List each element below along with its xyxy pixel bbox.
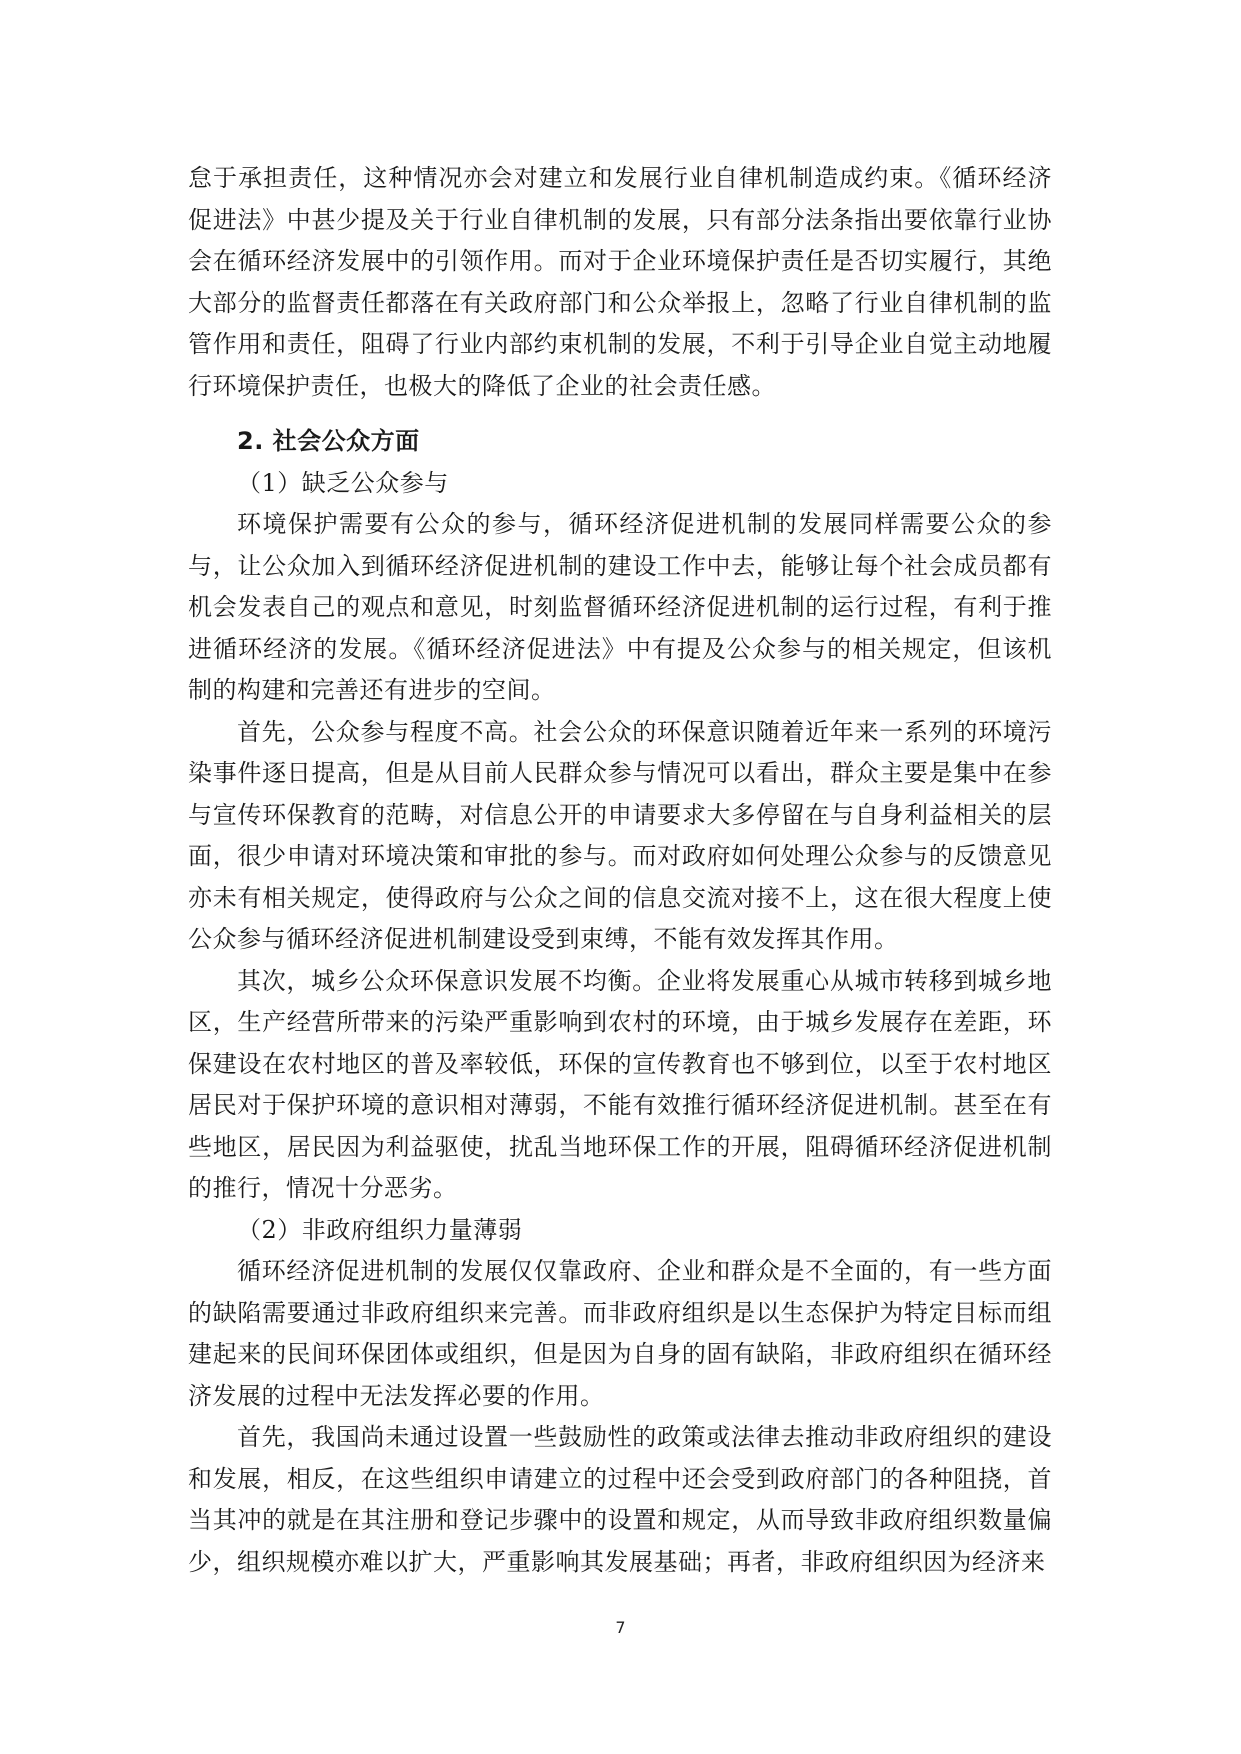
- paragraph-3: 首先，公众参与程度不高。社会公众的环保意识随着近年来一系列的环境污染事件逐日提高，但是从目前人民群众参与情况可以看出，群众主要是集中在参与宣传环保教育的范畴，对信息公开的申请要求大多停留在与自身利益相关的层面，很少申请对环境决策和审批的参与。而对政府如何处理公众参与的反馈意见亦未有相关规定，使得政府与公众之间的信息交流对接不上，这在很大程度上使公众参与循环经济促进机制建设受到束缚，不能有效发挥其作用。: [188, 717, 1052, 953]
- paragraph-5: 循环经济促进机制的发展仅仅靠政府、企业和群众是不全面的，有一些方面的缺陷需要通过非政府组织来完善。而非政府组织是以生态保护为特定目标而组建起来的民间环保团体或组织，但是因为自身的固有缺陷，非政府组织在循环经济发展的过程中无法发挥必要的作用。: [188, 1257, 1052, 1410]
- paragraph-2: 环境保护需要有公众的参与，循环经济促进机制的发展同样需要公众的参与，让公众加入到循环经济促进机制的建设工作中去，能够让每个社会成员都有机会发表自己的观点和意见，时刻监督循环经济促进机制的运行过程，有利于推进循环经济的发展。《循环经济促进法》中有提及公众参与的相关规定，但该机制的构建和完善还有进步的空间。: [188, 510, 1052, 704]
- body-text: [188, 158, 1052, 1583]
- subsection-heading-1: （1）缺乏公众参与: [237, 468, 449, 497]
- section-heading: 2. 社会公众方面: [237, 427, 420, 455]
- subsection-heading-2: （2）非政府组织力量薄弱: [237, 1215, 523, 1244]
- paragraph-1: 怠于承担责任，这种情况亦会对建立和发展行业自律机制造成约束。《循环经济促进法》中甚少提及关于行业自律机制的发展，只有部分法条指出要依靠行业协会在循环经济发展中的引领作用。而对于企业环境保护责任是否切实履行，其绝大部分的监督责任都落在有关政府部门和公众举报上，忽略了行业自律机制的监管作用和责任，阻碍了行业内部约束机制的发展，不利于引导企业自觉主动地履行环境保护责任，也极大的降低了企业的社会责任感。: [188, 164, 1052, 400]
- page-number: 7: [615, 1618, 626, 1637]
- paragraph-6: 首先，我国尚未通过设置一些鼓励性的政策或法律去推动非政府组织的建设和发展，相反，在这些组织申请建立的过程中还会受到政府部门的各种阻挠，首当其冲的就是在其注册和登记步骤中的设置和规定，从而导致非政府组织数量偏少，组织规模亦难以扩大，严重影响其发展基础；再者，非政府组织因为经济来: [188, 1423, 1052, 1576]
- paragraph-4: 其次，城乡公众环保意识发展不均衡。企业将发展重心从城市转移到城乡地区，生产经营所带来的污染严重影响到农村的环境，由于城乡发展存在差距，环保建设在农村地区的普及率较低，环保的宣传教育也不够到位，以至于农村地区居民对于保护环境的意识相对薄弱，不能有效推行循环经济促进机制。甚至在有些地区，居民因为利益驱使，扰乱当地环保工作的开展，阻碍循环经济促进机制的推行，情况十分恶劣。: [188, 966, 1052, 1202]
